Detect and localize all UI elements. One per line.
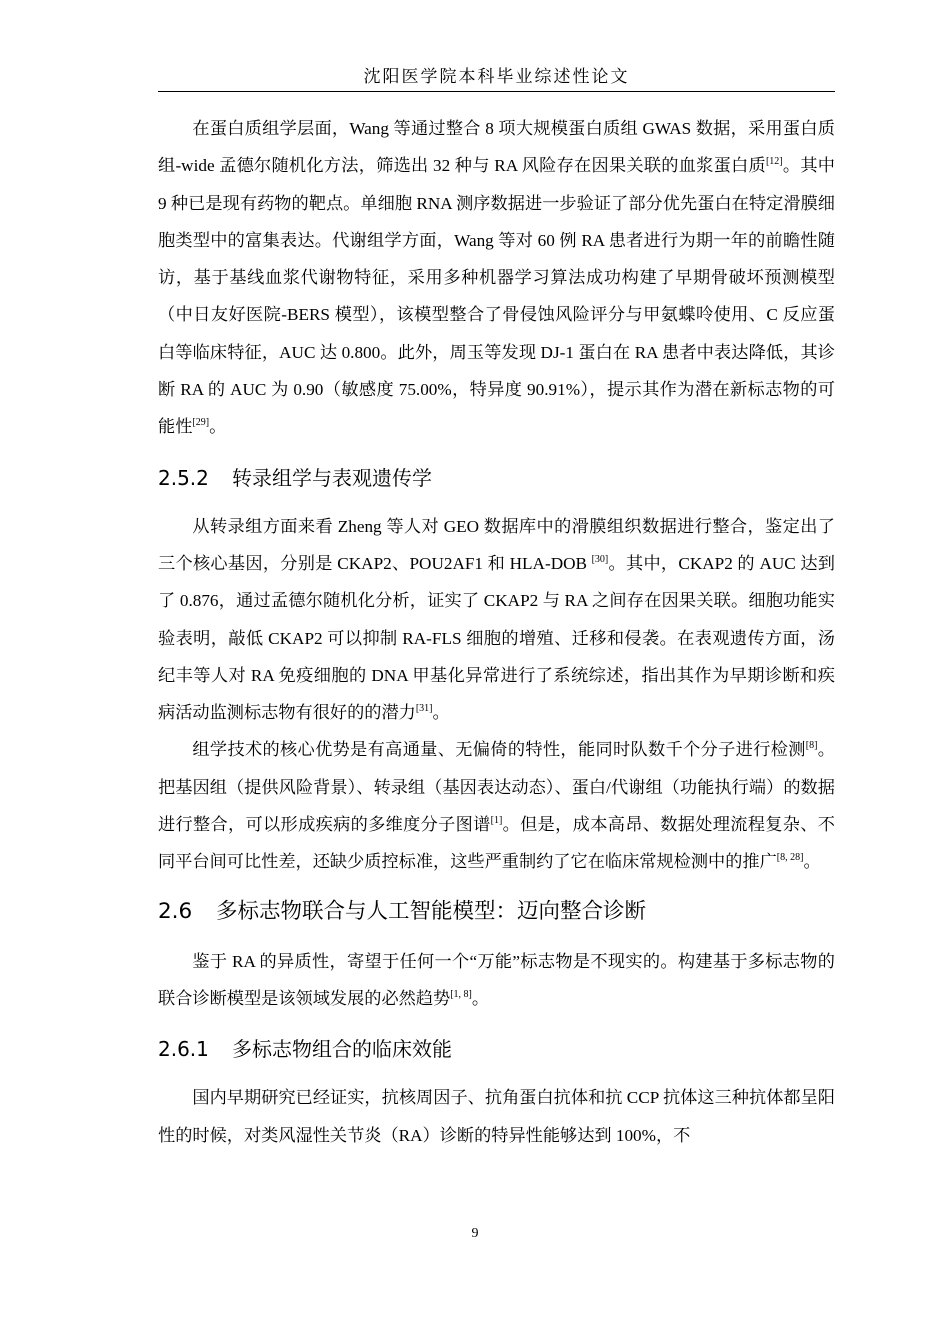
- section-title: 多标志物组合的临床效能: [232, 1037, 452, 1062]
- text-run: 从转录组方面来看 Zheng 等人对 GEO 数据库中的滑膜组织数据进行整合，鉴定出了三个核心基因，分别是 CKAP2、POU2AF1 和 HLA-DOB: [158, 516, 835, 573]
- paragraph-multimarker-intro: [158, 943, 835, 1018]
- text-run: 国内早期研究已经证实，抗核周因子、抗角蛋白抗体和抗 CCP 抗体这三种抗体都呈阳性的时候，对类风湿性关节炎（RA）诊断的特异性能够达到 100%，不: [158, 1088, 835, 1145]
- text-run: 。: [803, 852, 821, 872]
- header-rule: [158, 91, 835, 92]
- text-run: 。: [209, 417, 227, 437]
- paragraph-proteomics: [158, 110, 835, 446]
- citation: [1]: [490, 815, 503, 827]
- page-number: 9: [471, 1226, 479, 1241]
- paragraph-omics-advantages: [158, 731, 835, 880]
- text-run: 在蛋白质组学层面，Wang 等通过整合 8 项大规模蛋白质组 GWAS 数据，采用蛋白质组-wide 孟德尔随机化方法，筛选出 32 种与 RA 风险存在因果关联的血浆蛋白质: [158, 119, 835, 176]
- citation: [12]: [765, 156, 783, 168]
- section-number: 2.6.1: [158, 1037, 209, 1062]
- section-number: 2.6: [158, 898, 193, 924]
- paragraph-clinical-efficacy: [158, 1079, 835, 1154]
- text-run: 。: [432, 703, 450, 723]
- citation: [1, 8]: [450, 988, 472, 1000]
- citation: [8, 28]: [776, 852, 804, 864]
- text-run: 。其中 9 种已是现有药物的靶点。单细胞 RNA 测序数据进一步验证了部分优先蛋白在特定滑膜细胞类型中的富集表达。代谢组学方面，Wang 等对 60 例 RA 患者进行为期一年的前瞻性随访，基于基线血浆代谢物特征，采用多种机器学习算法成功构建了早期骨破坏预测模型（中日友好医院-BERS 模型），该模型整合了骨侵蚀风险评分与甲氨蝶呤使用、C 反应蛋白等临床特征，AUC 达 0.800。此外，周玉等发现 DJ-1 蛋白在 RA 患者中表达降低，其诊断 RA 的 AUC 为 0.90（敏感度 75.00%，特异度 90.91%），提示其作为潜在新标志物的可能性: [158, 156, 835, 437]
- section-heading-2-6: [158, 891, 835, 933]
- citation: [31]: [415, 703, 433, 715]
- paragraph-transcriptomics: [158, 508, 835, 732]
- text-run: 。把基因组（提供风险背景）、转录组（基因表达动态）、蛋白/代谢组（功能执行端）的数据进行整合，可以形成疾病的多维度分子图谱: [158, 740, 835, 835]
- text-run: 组学技术的核心优势是有高通量、无偏倚的特性，能同时队数千个分子进行检测: [192, 740, 806, 760]
- text-run: 。但是，成本高昂、数据处理流程复杂、不同平台间可比性差，还缺少质控标准，这些严重制约了它在临床常规检测中的推广: [158, 815, 835, 872]
- text-run: 鉴于 RA 的异质性，寄望于任何一个“万能”标志物是不现实的。构建基于多标志物的联合诊断模型是该领域发展的必然趋势: [158, 951, 835, 1008]
- citation: [8]: [805, 740, 818, 752]
- running-header: 沈阳医学院本科毕业综述性论文: [363, 67, 630, 87]
- section-number: 2.5.2: [158, 465, 209, 490]
- citation: [29]: [192, 417, 210, 429]
- page-body: [158, 110, 835, 1154]
- section-title: 多标志物联合与人工智能模型：迈向整合诊断: [216, 898, 647, 924]
- section-title: 转录组学与表观遗传学: [232, 465, 432, 490]
- section-heading-2-5-2: [158, 458, 835, 498]
- citation: [30]: [591, 553, 609, 565]
- section-heading-2-6-1: [158, 1029, 835, 1069]
- text-run: 。: [471, 988, 490, 1008]
- text-run: 。其中，CKAP2 的 AUC 达到了 0.876，通过孟德尔随机化分析，证实了 CKAP2 与 RA 之间存在因果关联。细胞功能实验表明，敲低 CKAP2 可以抑制 RA-FLS 细胞的增殖、迁移和侵袭。在表观遗传方面，汤纪丰等人对 RA 免疫细胞的 DNA 甲基化异常进行了系统综述，指出其作为早期诊断和疾病活动监测标志物有很好的的潜力: [158, 553, 835, 723]
